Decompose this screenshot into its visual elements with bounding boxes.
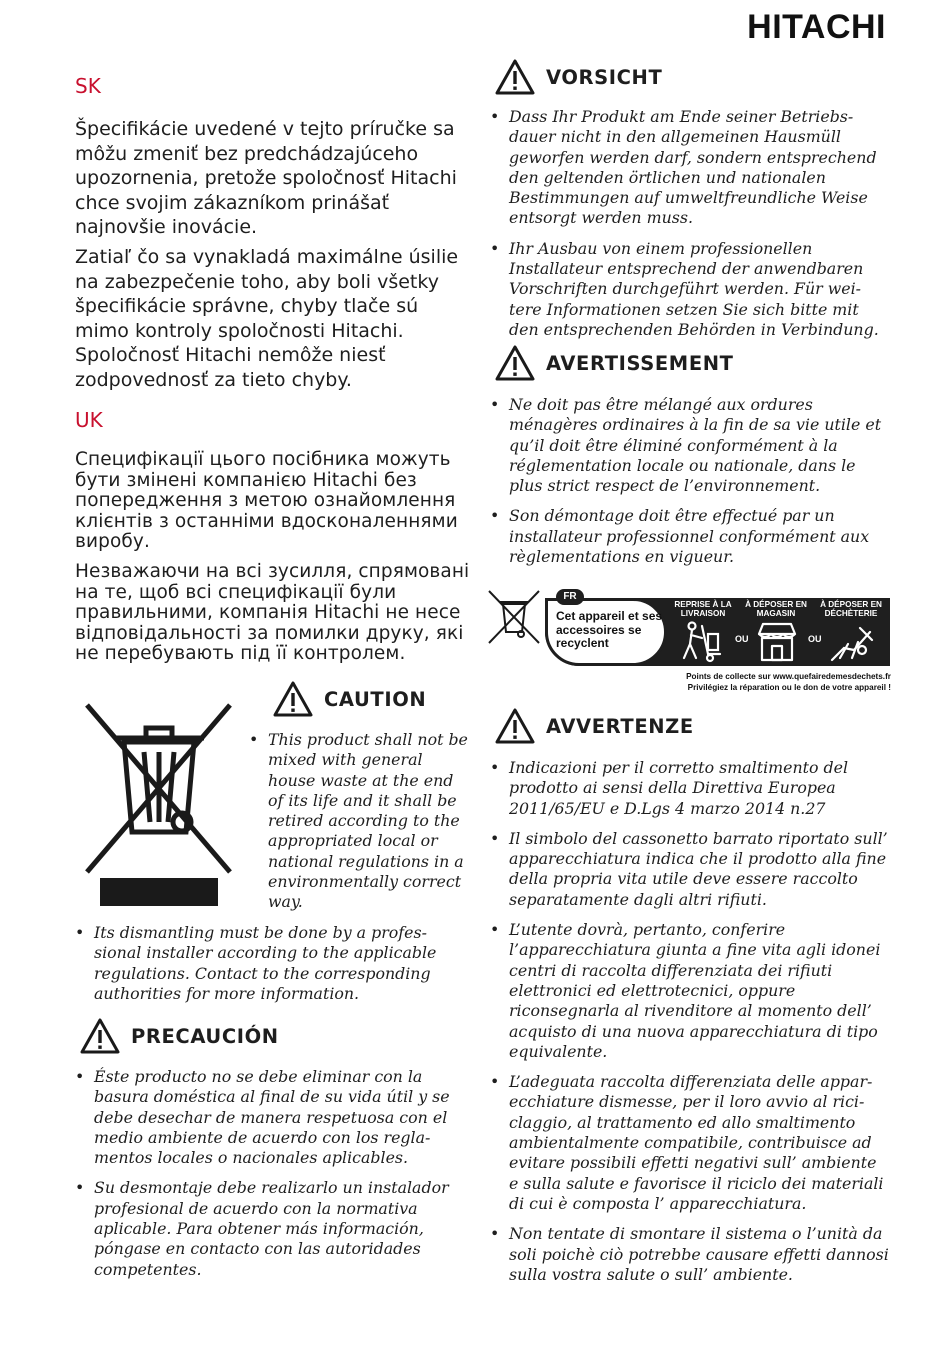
precaucion-item-2: • Su desmontaje debe realizarlo un instalador profesional de acuerdo con la normativa aplicable. Para obtener más información, póngase en contacto con las autoridades competentes. [75,1178,460,1279]
avvertenze-item-3: • L’utente dovrà, pertanto, conferire l’apparecchiatura giunta a fine vita agli idonei centri di raccolta differenziata dei rifiuti elettronici ed elettrotecnici, oppure riconsegnarla al rivenditore al momento dell’ acquisto di una nuova apparecchiatura di tipo equivalente. [490,920,890,1062]
recycling-centre-icon [830,620,874,664]
avvertenze-heading [494,707,694,745]
fr-collection-points-text: Points de collecte sur www.quefairedemesdechets.fr [686,672,891,681]
fr-flag-badge: FR [556,589,584,605]
vorsicht-item-1: • Dass Ihr Produkt am Ende seiner Betriebs- dauer nicht in den allgemeinen Hausmüll geworfen werden darf, sondern entsprechend den geltenden örtlichen und nationalen Bestimmungen auf umweltfreundliche Weise entsorgt werden muss. [490,107,890,229]
avertissement-item-2: • Son démontage doit être effectué par un installateur professionnel conformément aux règlementations en vigueur. [490,506,890,567]
avertissement-heading [494,344,734,382]
sk-paragraph-2: Zatiaľ čo sa vynakladá maximálne úsilie na zabezpečenie toho, aby boli všetky špecifikácie správne, chyby tlače sú mimo kontroly spoločnosti Hitachi. Spoločnosť Hitachi nemôže niesť zodpovednosť za tieto chyby. [75,246,459,391]
precaucion-list [75,1067,460,1290]
caution-item-1: • This product shall not be mixed with general house waste at the end of its life and it shall be retired according to the appropriated local or national regulations in a environmentally correct way. [249,730,469,913]
fr-option-recycling-centre: À DÉPOSER EN DÉCHÈTERIE [820,600,882,618]
avvertenze-item-4: • L’adeguata raccolta differenziata delle appar- ecchiature dismesse, per il loro avvio al rici- claggio, al trattamento ed allo smaltimento ambientalmente compatibile, contribuisce ad evitare possibili effetti negativi sull’ ambiente e sulla salute e favorisce il riciclo dei materiali di cui è composta l’ apparecchiatura. [490,1072,890,1214]
vorsicht-list [490,107,890,350]
caution-list [249,730,469,923]
fr-or-separator-2: OU [808,634,822,644]
hitachi-logo: HITACHI [747,8,886,46]
precaucion-title: PRECAUCIÓN [131,1024,279,1048]
uk-paragraph-2: Незважаючи на всі зусилля, спрямовані на те, щоб всі специфікації були правильними, компанія Hitachi не несе відповідальності за помилки друку, які не перебувають під її контролем. [75,561,470,664]
avvertenze-item-2: • Il simbolo del cassonetto barrato riportato sull’ apparecchiatura indica che il prodotto alla fine della propria vita utile deve essere raccolto separatamente dagli altri rifiuti. [490,829,890,910]
warning-triangle-icon [494,344,536,382]
precaucion-heading [79,1017,279,1055]
store-icon [755,620,799,664]
caution-item-2: • Its dismantling must be done by a profes- sional installer according to the applicable regulations. Contact to the corresponding authorities for more information. [75,923,455,1004]
uk-paragraph-1: Специфікації цього посібника можуть бути змінені компанією Hitachi без попередження з метою ознайомлення клієнтів з останніми вдосконаленнями виробу. [75,449,458,552]
sk-paragraph-1: Špecifikácie uvedené v tejto príručke sa môžu zmeniť bez predchádzajúceho upozornenia, pretože spoločnosť Hitachi chce svojim zákazníkom prinášať najnovšie inovácie. [75,118,457,238]
avertissement-title: AVERTISSEMENT [546,351,734,375]
avvertenze-title: AVVERTENZE [546,714,694,738]
fr-option-store: À DÉPOSER EN MAGASIN [745,600,807,618]
warning-triangle-icon [272,680,314,718]
delivery-hand-truck-icon [680,620,724,664]
caution-list-continued [75,923,455,1014]
avvertenze-item-5: • Non tentate di smontare il sistema o l’unità da soli poichè ciò potrebbe causare effetti dannosi sulla vostra salute o sull’ ambiente. [490,1224,890,1285]
warning-triangle-icon [79,1017,121,1055]
avvertenze-list [490,758,890,1295]
uk-language-code: UK [75,408,103,432]
avertissement-item-1: • Ne doit pas être mélangé aux ordures ménagères ordinaires à la fin de sa vie utile et qu’il doit être éliminé conformément à la réglementation locale ou nationale, dans le plus strict respect de l’environnement. [490,395,890,496]
warning-triangle-icon [494,58,536,96]
fr-option-delivery: REPRISE À LA LIVRAISON [674,600,732,618]
avvertenze-item-1: • Indicazioni per il corretto smaltimento del prodotto ai sensi della Direttiva Europea 2011/65/EU e D.Lgs 4 marzo 2014 n.27 [490,758,890,819]
warning-triangle-icon [494,707,536,745]
avertissement-list [490,395,890,577]
caution-heading [272,680,426,718]
vorsicht-heading [494,58,662,96]
precaucion-item-1: • Éste producto no se debe eliminar con la basura doméstica al final de su vida útil y se debe desechar de manera respetuosa con el medio ambiente de acuerdo con los regla- mentos locales o nacionales aplicables. [75,1067,460,1168]
fr-badge-footer [686,672,891,693]
crossed-out-wheelie-bin-icon [84,700,234,910]
vorsicht-item-2: • Ihr Ausbau von einem professionellen Installateur entsprechend der anwendbaren Vorschriften durchgeführt werden. Für wei- tere Informationen setzen Sie sich bitte mit den entsprechenden Behörden in Verbindung. [490,239,890,340]
fr-message: Cet appareil et ses accessoires se recyclent [556,609,663,650]
sk-language-code: SK [75,74,101,98]
triman-crossed-bin-icon [486,588,542,646]
fr-or-separator-1: OU [735,634,749,644]
caution-title: CAUTION [324,687,427,711]
fr-repair-advice-text: Privilégiez la réparation ou le don de votre appareil ! [687,682,891,692]
vorsicht-title: VORSICHT [546,65,663,89]
